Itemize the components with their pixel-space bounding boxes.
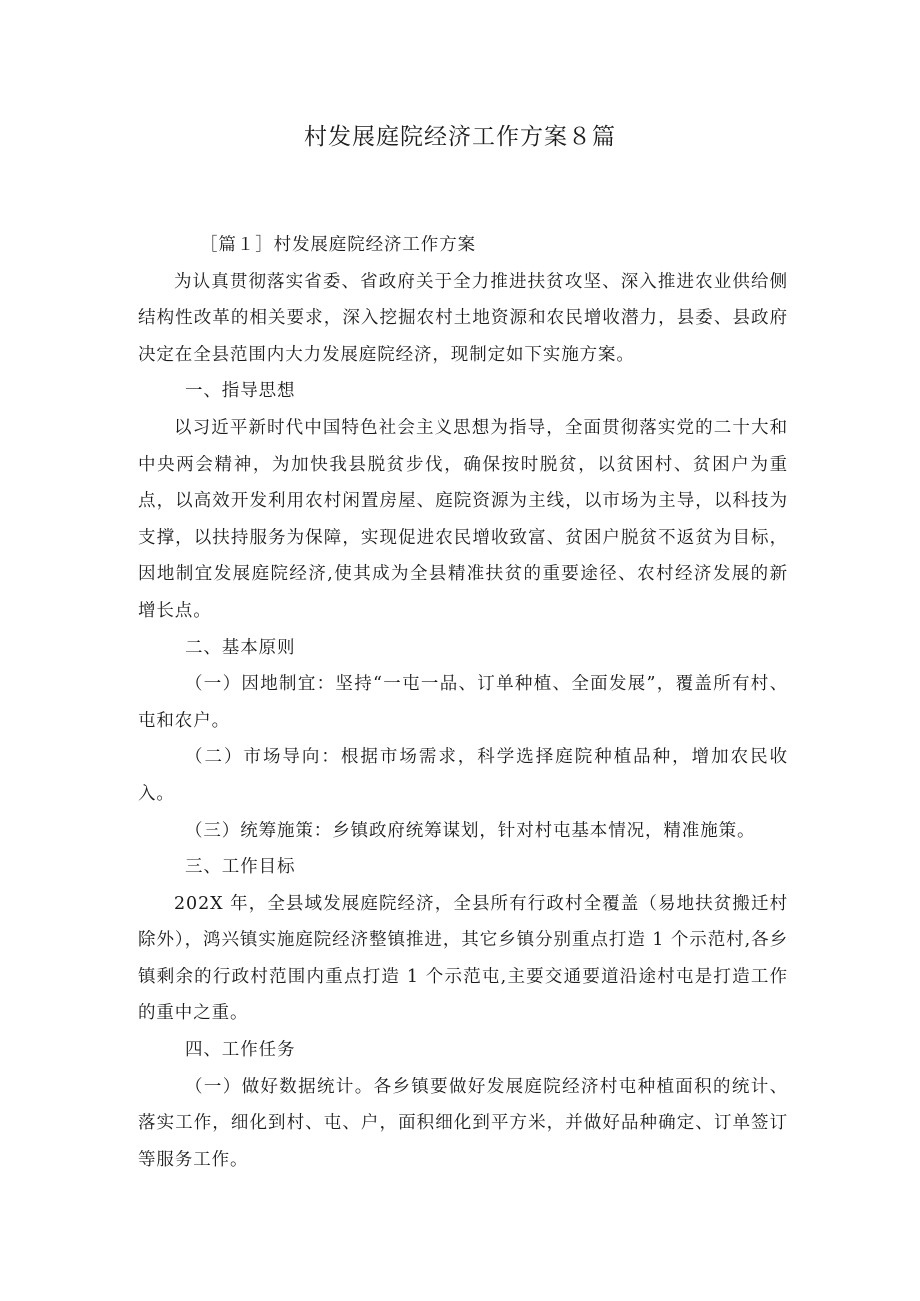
heading-work-tasks: 四、工作任务 <box>185 1040 296 1061</box>
section-header: ［篇１］村发展庭院经济工作方案 <box>200 235 476 255</box>
principle-item-3: （三）统筹施策：乡镇政府统筹谋划，针对村屯基本情况，精准施策。 <box>185 820 756 841</box>
paragraph-guiding-ideology: 以习近平新时代中国特色社会主义思想为指导，全面贯彻落实党的二十大和中央两会精神，为加快我县脱贫步伐，确保按时脱贫，以贫困村、贫困户为重点，以高效开发利用农村闲置房屋、庭院资源为主线，以市场为主导，以科技为支撑，以扶持服务为保障，实现促进农民增收致富、贫困户脱贫不返贫为目标，因地制宜发展庭院经济,使其成为全县精准扶贫的重要途径、农村经济发展的新增长点。 <box>138 417 788 621</box>
intro-paragraph: 为认真贯彻落实省委、省政府关于全力推进扶贫攻坚、深入推进农业供给侧结构性改革的相关要求，深入挖掘农村土地资源和农民增收潜力，县委、县政府决定在全县范围内大力发展庭院经济，现制定如下实施方案。 <box>138 271 788 365</box>
heading-basic-principles: 二、基本原则 <box>185 637 296 658</box>
paragraph-work-goals: 202X 年，全县域发展庭院经济，全县所有行政村全覆盖（易地扶贫搬迁村除外），鸿兴镇实施庭院经济整镇推进，其它乡镇分别重点打造 1 个示范村,各乡镇剩余的行政村范围内重点打造 1 个示范屯,主要交通要道沿途村屯是打造工作的重中之重。 <box>138 893 788 1024</box>
document-title: 村发展庭院经济工作方案８篇 <box>304 124 616 150</box>
principle-item-2: （二）市场导向：根据市场需求，科学选择庭院种植品种，增加农民收入。 <box>138 747 788 804</box>
principle-item-1: （一）因地制宜：坚持“一屯一品、订单种植、全面发展”，覆盖所有村、屯和农户。 <box>138 674 788 731</box>
heading-guiding-ideology: 一、指导思想 <box>185 381 296 402</box>
heading-work-goals: 三、工作目标 <box>185 857 296 878</box>
document-body <box>138 227 788 1178</box>
task-item-1: （一）做好数据统计。各乡镇要做好发展庭院经济村屯种植面积的统计、落实工作，细化到村、屯、户，面积细化到平方米，并做好品种确定、订单签订等服务工作。 <box>138 1076 788 1170</box>
